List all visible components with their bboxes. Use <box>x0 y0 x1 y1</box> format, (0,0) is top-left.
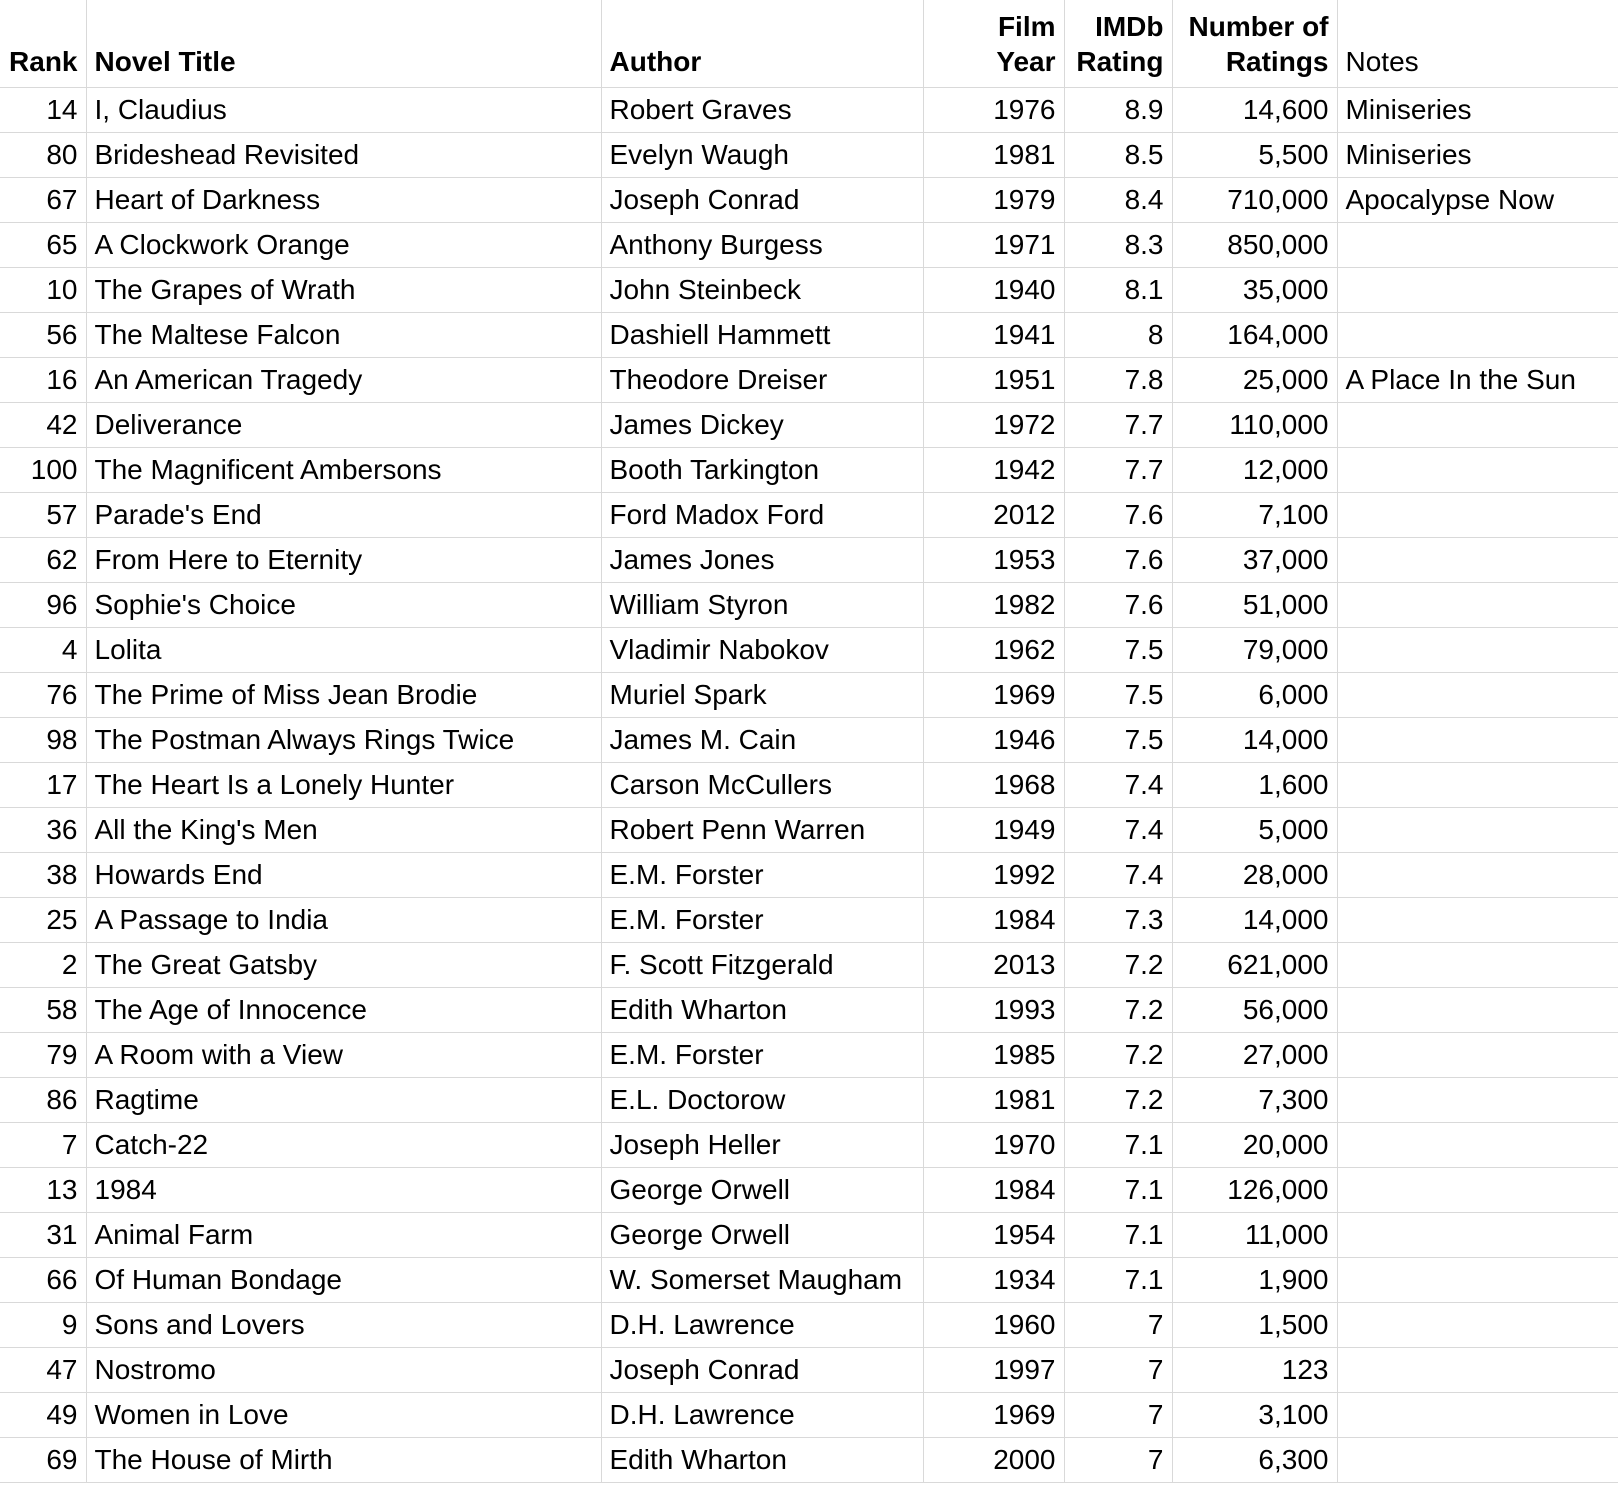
cell-author[interactable]: Edith Wharton <box>601 1438 923 1483</box>
cell-rank[interactable]: 42 <box>0 403 86 448</box>
cell-number-of-ratings[interactable]: 3,100 <box>1172 1393 1337 1438</box>
header-author[interactable] <box>601 0 923 88</box>
table-row <box>0 898 1618 943</box>
cell-notes[interactable] <box>1337 538 1618 583</box>
cell-notes[interactable] <box>1337 1123 1618 1168</box>
cell-novel-title[interactable]: 1984 <box>86 1168 601 1213</box>
cell-notes[interactable] <box>1337 493 1618 538</box>
cell-author[interactable]: John Steinbeck <box>601 268 923 313</box>
header-rating-line2: Rating <box>1076 46 1164 77</box>
cell-notes[interactable] <box>1337 673 1618 718</box>
cell-number-of-ratings[interactable]: 126,000 <box>1172 1168 1337 1213</box>
cell-author[interactable]: D.H. Lawrence <box>601 1393 923 1438</box>
cell-notes[interactable] <box>1337 1078 1618 1123</box>
cell-author[interactable]: Carson McCullers <box>601 763 923 808</box>
cell-film-year[interactable]: 1971 <box>923 223 1064 268</box>
table-row <box>0 1168 1618 1213</box>
cell-film-year[interactable]: 1942 <box>923 448 1064 493</box>
cell-notes[interactable] <box>1337 1213 1618 1258</box>
cell-rank[interactable]: 38 <box>0 853 86 898</box>
cell-film-year[interactable]: 1954 <box>923 1213 1064 1258</box>
header-count-line1: Number of <box>1188 11 1329 42</box>
cell-author[interactable]: Vladimir Nabokov <box>601 628 923 673</box>
cell-number-of-ratings[interactable]: 37,000 <box>1172 538 1337 583</box>
cell-rank[interactable]: 79 <box>0 1033 86 1078</box>
cell-novel-title[interactable]: Deliverance <box>86 403 601 448</box>
cell-novel-title[interactable]: Heart of Darkness <box>86 178 601 223</box>
cell-author[interactable]: Edith Wharton <box>601 988 923 1033</box>
cell-film-year[interactable]: 1946 <box>923 718 1064 763</box>
table-row <box>0 448 1618 493</box>
cell-imdb-rating[interactable]: 7.4 <box>1064 808 1172 853</box>
table-row <box>0 1258 1618 1303</box>
cell-imdb-rating[interactable]: 7.2 <box>1064 943 1172 988</box>
cell-film-year[interactable]: 1940 <box>923 268 1064 313</box>
cell-author[interactable]: James Dickey <box>601 403 923 448</box>
cell-author[interactable]: Booth Tarkington <box>601 448 923 493</box>
cell-novel-title[interactable]: The Great Gatsby <box>86 943 601 988</box>
cell-notes[interactable] <box>1337 763 1618 808</box>
cell-film-year[interactable]: 1981 <box>923 133 1064 178</box>
cell-novel-title[interactable]: Sons and Lovers <box>86 1303 601 1348</box>
cell-notes[interactable]: Miniseries <box>1337 88 1618 133</box>
cell-notes[interactable] <box>1337 583 1618 628</box>
cell-imdb-rating[interactable]: 7.6 <box>1064 538 1172 583</box>
cell-author[interactable]: Robert Graves <box>601 88 923 133</box>
table-row <box>0 1078 1618 1123</box>
cell-imdb-rating[interactable]: 8.4 <box>1064 178 1172 223</box>
cell-novel-title[interactable]: Nostromo <box>86 1348 601 1393</box>
cell-rank[interactable]: 58 <box>0 988 86 1033</box>
cell-author[interactable]: E.L. Doctorow <box>601 1078 923 1123</box>
cell-imdb-rating[interactable]: 7 <box>1064 1303 1172 1348</box>
cell-notes[interactable] <box>1337 1303 1618 1348</box>
cell-film-year[interactable]: 1985 <box>923 1033 1064 1078</box>
table-row <box>0 1393 1618 1438</box>
cell-author[interactable]: Muriel Spark <box>601 673 923 718</box>
header-row <box>0 0 1618 88</box>
cell-number-of-ratings[interactable]: 56,000 <box>1172 988 1337 1033</box>
cell-rank[interactable]: 25 <box>0 898 86 943</box>
table-row <box>0 538 1618 583</box>
cell-number-of-ratings[interactable]: 123 <box>1172 1348 1337 1393</box>
cell-imdb-rating[interactable]: 7.5 <box>1064 628 1172 673</box>
cell-rank[interactable]: 13 <box>0 1168 86 1213</box>
cell-number-of-ratings[interactable]: 5,500 <box>1172 133 1337 178</box>
table-row <box>0 268 1618 313</box>
cell-author[interactable]: Robert Penn Warren <box>601 808 923 853</box>
cell-author[interactable]: E.M. Forster <box>601 1033 923 1078</box>
cell-imdb-rating[interactable]: 7.4 <box>1064 763 1172 808</box>
cell-author[interactable]: Evelyn Waugh <box>601 133 923 178</box>
cell-author[interactable]: F. Scott Fitzgerald <box>601 943 923 988</box>
cell-number-of-ratings[interactable]: 14,000 <box>1172 898 1337 943</box>
cell-novel-title[interactable]: The Age of Innocence <box>86 988 601 1033</box>
cell-notes[interactable]: Miniseries <box>1337 133 1618 178</box>
table-row <box>0 1123 1618 1168</box>
cell-novel-title[interactable]: A Room with a View <box>86 1033 601 1078</box>
cell-novel-title[interactable]: Of Human Bondage <box>86 1258 601 1303</box>
cell-film-year[interactable]: 2012 <box>923 493 1064 538</box>
cell-novel-title[interactable]: The Postman Always Rings Twice <box>86 718 601 763</box>
cell-imdb-rating[interactable]: 7.5 <box>1064 673 1172 718</box>
cell-notes[interactable] <box>1337 1393 1618 1438</box>
cell-rank[interactable]: 2 <box>0 943 86 988</box>
cell-notes[interactable] <box>1337 988 1618 1033</box>
cell-film-year[interactable]: 1992 <box>923 853 1064 898</box>
cell-author[interactable]: Joseph Conrad <box>601 1348 923 1393</box>
cell-notes[interactable] <box>1337 853 1618 898</box>
header-notes[interactable] <box>1337 0 1618 88</box>
cell-novel-title[interactable]: The Grapes of Wrath <box>86 268 601 313</box>
cell-film-year[interactable]: 1969 <box>923 1393 1064 1438</box>
cell-rank[interactable]: 67 <box>0 178 86 223</box>
cell-film-year[interactable]: 1941 <box>923 313 1064 358</box>
table-body <box>0 88 1618 1483</box>
table-row <box>0 628 1618 673</box>
cell-novel-title[interactable]: Animal Farm <box>86 1213 601 1258</box>
table-row <box>0 943 1618 988</box>
cell-rank[interactable]: 9 <box>0 1303 86 1348</box>
header-imdb-rating[interactable] <box>1064 0 1172 88</box>
table-row <box>0 403 1618 448</box>
cell-novel-title[interactable]: From Here to Eternity <box>86 538 601 583</box>
table-row <box>0 718 1618 763</box>
cell-imdb-rating[interactable]: 7.1 <box>1064 1213 1172 1258</box>
cell-notes[interactable] <box>1337 1438 1618 1483</box>
cell-novel-title[interactable]: Howards End <box>86 853 601 898</box>
cell-film-year[interactable]: 1969 <box>923 673 1064 718</box>
cell-imdb-rating[interactable]: 7 <box>1064 1438 1172 1483</box>
cell-author[interactable]: Anthony Burgess <box>601 223 923 268</box>
table-row <box>0 133 1618 178</box>
cell-film-year[interactable]: 1976 <box>923 88 1064 133</box>
cell-number-of-ratings[interactable]: 621,000 <box>1172 943 1337 988</box>
table-row <box>0 358 1618 403</box>
cell-novel-title[interactable]: A Passage to India <box>86 898 601 943</box>
table-row <box>0 988 1618 1033</box>
header-rank[interactable] <box>0 0 86 88</box>
cell-film-year[interactable]: 1984 <box>923 898 1064 943</box>
cell-notes[interactable] <box>1337 628 1618 673</box>
cell-author[interactable]: D.H. Lawrence <box>601 1303 923 1348</box>
table-row <box>0 1438 1618 1483</box>
cell-rank[interactable]: 4 <box>0 628 86 673</box>
cell-rank[interactable]: 16 <box>0 358 86 403</box>
cell-imdb-rating[interactable]: 7.1 <box>1064 1168 1172 1213</box>
cell-film-year[interactable]: 1951 <box>923 358 1064 403</box>
table-row <box>0 1303 1618 1348</box>
cell-notes[interactable] <box>1337 1033 1618 1078</box>
cell-imdb-rating[interactable]: 7.8 <box>1064 358 1172 403</box>
cell-novel-title[interactable]: Lolita <box>86 628 601 673</box>
cell-rank[interactable]: 57 <box>0 493 86 538</box>
cell-number-of-ratings[interactable]: 1,500 <box>1172 1303 1337 1348</box>
cell-number-of-ratings[interactable]: 14,000 <box>1172 718 1337 763</box>
cell-rank[interactable]: 86 <box>0 1078 86 1123</box>
cell-novel-title[interactable]: Brideshead Revisited <box>86 133 601 178</box>
cell-rank[interactable]: 47 <box>0 1348 86 1393</box>
cell-number-of-ratings[interactable]: 7,100 <box>1172 493 1337 538</box>
cell-author[interactable]: Ford Madox Ford <box>601 493 923 538</box>
cell-notes[interactable] <box>1337 1258 1618 1303</box>
cell-author[interactable]: George Orwell <box>601 1213 923 1258</box>
cell-number-of-ratings[interactable]: 51,000 <box>1172 583 1337 628</box>
cell-film-year[interactable]: 1960 <box>923 1303 1064 1348</box>
cell-number-of-ratings[interactable]: 110,000 <box>1172 403 1337 448</box>
cell-author[interactable]: W. Somerset Maugham <box>601 1258 923 1303</box>
table-row <box>0 763 1618 808</box>
cell-film-year[interactable]: 1979 <box>923 178 1064 223</box>
cell-author[interactable]: George Orwell <box>601 1168 923 1213</box>
cell-notes[interactable] <box>1337 808 1618 853</box>
cell-film-year[interactable]: 1997 <box>923 1348 1064 1393</box>
cell-notes[interactable] <box>1337 1348 1618 1393</box>
cell-author[interactable]: Joseph Conrad <box>601 178 923 223</box>
cell-rank[interactable]: 98 <box>0 718 86 763</box>
cell-number-of-ratings[interactable]: 12,000 <box>1172 448 1337 493</box>
cell-novel-title[interactable]: An American Tragedy <box>86 358 601 403</box>
cell-film-year[interactable]: 1953 <box>923 538 1064 583</box>
cell-imdb-rating[interactable]: 7.4 <box>1064 853 1172 898</box>
cell-imdb-rating[interactable]: 7.1 <box>1064 1258 1172 1303</box>
table-row <box>0 1348 1618 1393</box>
cell-number-of-ratings[interactable]: 14,600 <box>1172 88 1337 133</box>
cell-imdb-rating[interactable]: 7 <box>1064 1393 1172 1438</box>
cell-rank[interactable]: 31 <box>0 1213 86 1258</box>
cell-rank[interactable]: 10 <box>0 268 86 313</box>
cell-notes[interactable] <box>1337 403 1618 448</box>
cell-author[interactable]: Dashiell Hammett <box>601 313 923 358</box>
cell-notes[interactable] <box>1337 223 1618 268</box>
cell-author[interactable]: Theodore Dreiser <box>601 358 923 403</box>
cell-imdb-rating[interactable]: 8.5 <box>1064 133 1172 178</box>
cell-rank[interactable]: 56 <box>0 313 86 358</box>
cell-imdb-rating[interactable]: 8.3 <box>1064 223 1172 268</box>
table-row <box>0 1033 1618 1078</box>
cell-rank[interactable]: 62 <box>0 538 86 583</box>
cell-number-of-ratings[interactable]: 710,000 <box>1172 178 1337 223</box>
cell-novel-title[interactable]: Sophie's Choice <box>86 583 601 628</box>
cell-rank[interactable]: 96 <box>0 583 86 628</box>
cell-number-of-ratings[interactable]: 79,000 <box>1172 628 1337 673</box>
cell-film-year[interactable]: 1934 <box>923 1258 1064 1303</box>
cell-imdb-rating[interactable]: 7.6 <box>1064 493 1172 538</box>
cell-imdb-rating[interactable]: 7.5 <box>1064 718 1172 763</box>
cell-novel-title[interactable]: Ragtime <box>86 1078 601 1123</box>
cell-rank[interactable]: 65 <box>0 223 86 268</box>
table-row <box>0 1213 1618 1258</box>
table-row <box>0 223 1618 268</box>
cell-rank[interactable]: 17 <box>0 763 86 808</box>
table-row <box>0 583 1618 628</box>
header-film-year[interactable] <box>923 0 1064 88</box>
cell-film-year[interactable]: 2000 <box>923 1438 1064 1483</box>
cell-number-of-ratings[interactable]: 1,900 <box>1172 1258 1337 1303</box>
cell-author[interactable]: William Styron <box>601 583 923 628</box>
cell-number-of-ratings[interactable]: 6,300 <box>1172 1438 1337 1483</box>
cell-novel-title[interactable]: The Heart Is a Lonely Hunter <box>86 763 601 808</box>
cell-number-of-ratings[interactable]: 6,000 <box>1172 673 1337 718</box>
cell-number-of-ratings[interactable]: 27,000 <box>1172 1033 1337 1078</box>
cell-author[interactable]: Joseph Heller <box>601 1123 923 1168</box>
cell-imdb-rating[interactable]: 7.7 <box>1064 448 1172 493</box>
cell-novel-title[interactable]: The House of Mirth <box>86 1438 601 1483</box>
cell-novel-title[interactable]: Women in Love <box>86 1393 601 1438</box>
cell-film-year[interactable]: 1981 <box>923 1078 1064 1123</box>
table-header <box>0 0 1618 88</box>
cell-novel-title[interactable]: I, Claudius <box>86 88 601 133</box>
table-row <box>0 88 1618 133</box>
cell-number-of-ratings[interactable]: 35,000 <box>1172 268 1337 313</box>
cell-number-of-ratings[interactable]: 1,600 <box>1172 763 1337 808</box>
cell-rank[interactable]: 7 <box>0 1123 86 1168</box>
cell-author[interactable]: James Jones <box>601 538 923 583</box>
header-rating-line1: IMDb <box>1095 11 1164 42</box>
table-row <box>0 178 1618 223</box>
cell-imdb-rating[interactable]: 7.3 <box>1064 898 1172 943</box>
cell-number-of-ratings[interactable]: 5,000 <box>1172 808 1337 853</box>
cell-film-year[interactable]: 1982 <box>923 583 1064 628</box>
header-rank-label: Rank <box>9 46 78 77</box>
cell-film-year[interactable]: 1972 <box>923 403 1064 448</box>
cell-rank[interactable]: 66 <box>0 1258 86 1303</box>
cell-number-of-ratings[interactable]: 20,000 <box>1172 1123 1337 1168</box>
header-title-label: Novel Title <box>94 46 236 77</box>
cell-imdb-rating[interactable]: 7.2 <box>1064 1033 1172 1078</box>
cell-novel-title[interactable]: A Clockwork Orange <box>86 223 601 268</box>
cell-film-year[interactable]: 2013 <box>923 943 1064 988</box>
cell-rank[interactable]: 14 <box>0 88 86 133</box>
cell-imdb-rating[interactable]: 7.1 <box>1064 1123 1172 1168</box>
cell-notes[interactable] <box>1337 448 1618 493</box>
cell-author[interactable]: E.M. Forster <box>601 853 923 898</box>
header-year-line1: Film <box>997 11 1056 42</box>
cell-film-year[interactable]: 1984 <box>923 1168 1064 1213</box>
cell-film-year[interactable]: 1962 <box>923 628 1064 673</box>
header-number-of-ratings[interactable] <box>1172 0 1337 88</box>
cell-number-of-ratings[interactable]: 850,000 <box>1172 223 1337 268</box>
cell-film-year[interactable]: 1970 <box>923 1123 1064 1168</box>
cell-novel-title[interactable]: All the King's Men <box>86 808 601 853</box>
header-notes-label: Notes <box>1345 46 1419 77</box>
cell-rank[interactable]: 100 <box>0 448 86 493</box>
cell-notes[interactable] <box>1337 268 1618 313</box>
cell-number-of-ratings[interactable]: 164,000 <box>1172 313 1337 358</box>
header-novel-title[interactable] <box>86 0 601 88</box>
cell-notes[interactable] <box>1337 313 1618 358</box>
cell-novel-title[interactable]: The Maltese Falcon <box>86 313 601 358</box>
cell-imdb-rating[interactable]: 7.7 <box>1064 403 1172 448</box>
cell-novel-title[interactable]: The Magnificent Ambersons <box>86 448 601 493</box>
table-row <box>0 853 1618 898</box>
cell-rank[interactable]: 69 <box>0 1438 86 1483</box>
cell-notes[interactable] <box>1337 898 1618 943</box>
cell-notes[interactable] <box>1337 1168 1618 1213</box>
cell-novel-title[interactable]: Catch-22 <box>86 1123 601 1168</box>
cell-notes[interactable] <box>1337 718 1618 763</box>
table-row <box>0 673 1618 718</box>
cell-rank[interactable]: 76 <box>0 673 86 718</box>
cell-notes[interactable]: A Place In the Sun <box>1337 358 1618 403</box>
cell-author[interactable]: James M. Cain <box>601 718 923 763</box>
cell-novel-title[interactable]: The Prime of Miss Jean Brodie <box>86 673 601 718</box>
cell-number-of-ratings[interactable]: 7,300 <box>1172 1078 1337 1123</box>
cell-novel-title[interactable]: Parade's End <box>86 493 601 538</box>
cell-author[interactable]: E.M. Forster <box>601 898 923 943</box>
cell-number-of-ratings[interactable]: 11,000 <box>1172 1213 1337 1258</box>
cell-imdb-rating[interactable]: 8.9 <box>1064 88 1172 133</box>
cell-imdb-rating[interactable]: 7.6 <box>1064 583 1172 628</box>
table-row <box>0 493 1618 538</box>
header-author-label: Author <box>609 46 702 77</box>
cell-rank[interactable]: 80 <box>0 133 86 178</box>
header-count-line2: Ratings <box>1225 46 1329 77</box>
cell-rank[interactable]: 49 <box>0 1393 86 1438</box>
cell-number-of-ratings[interactable]: 28,000 <box>1172 853 1337 898</box>
cell-imdb-rating[interactable]: 7.2 <box>1064 988 1172 1033</box>
cell-imdb-rating[interactable]: 7 <box>1064 1348 1172 1393</box>
cell-number-of-ratings[interactable]: 25,000 <box>1172 358 1337 403</box>
cell-imdb-rating[interactable]: 8.1 <box>1064 268 1172 313</box>
cell-film-year[interactable]: 1968 <box>923 763 1064 808</box>
header-year-line2: Year <box>996 46 1056 77</box>
cell-imdb-rating[interactable]: 8 <box>1064 313 1172 358</box>
table-row <box>0 808 1618 853</box>
cell-film-year[interactable]: 1993 <box>923 988 1064 1033</box>
cell-notes[interactable] <box>1337 943 1618 988</box>
cell-rank[interactable]: 36 <box>0 808 86 853</box>
cell-notes[interactable]: Apocalypse Now <box>1337 178 1618 223</box>
cell-film-year[interactable]: 1949 <box>923 808 1064 853</box>
table-row <box>0 313 1618 358</box>
cell-imdb-rating[interactable]: 7.2 <box>1064 1078 1172 1123</box>
